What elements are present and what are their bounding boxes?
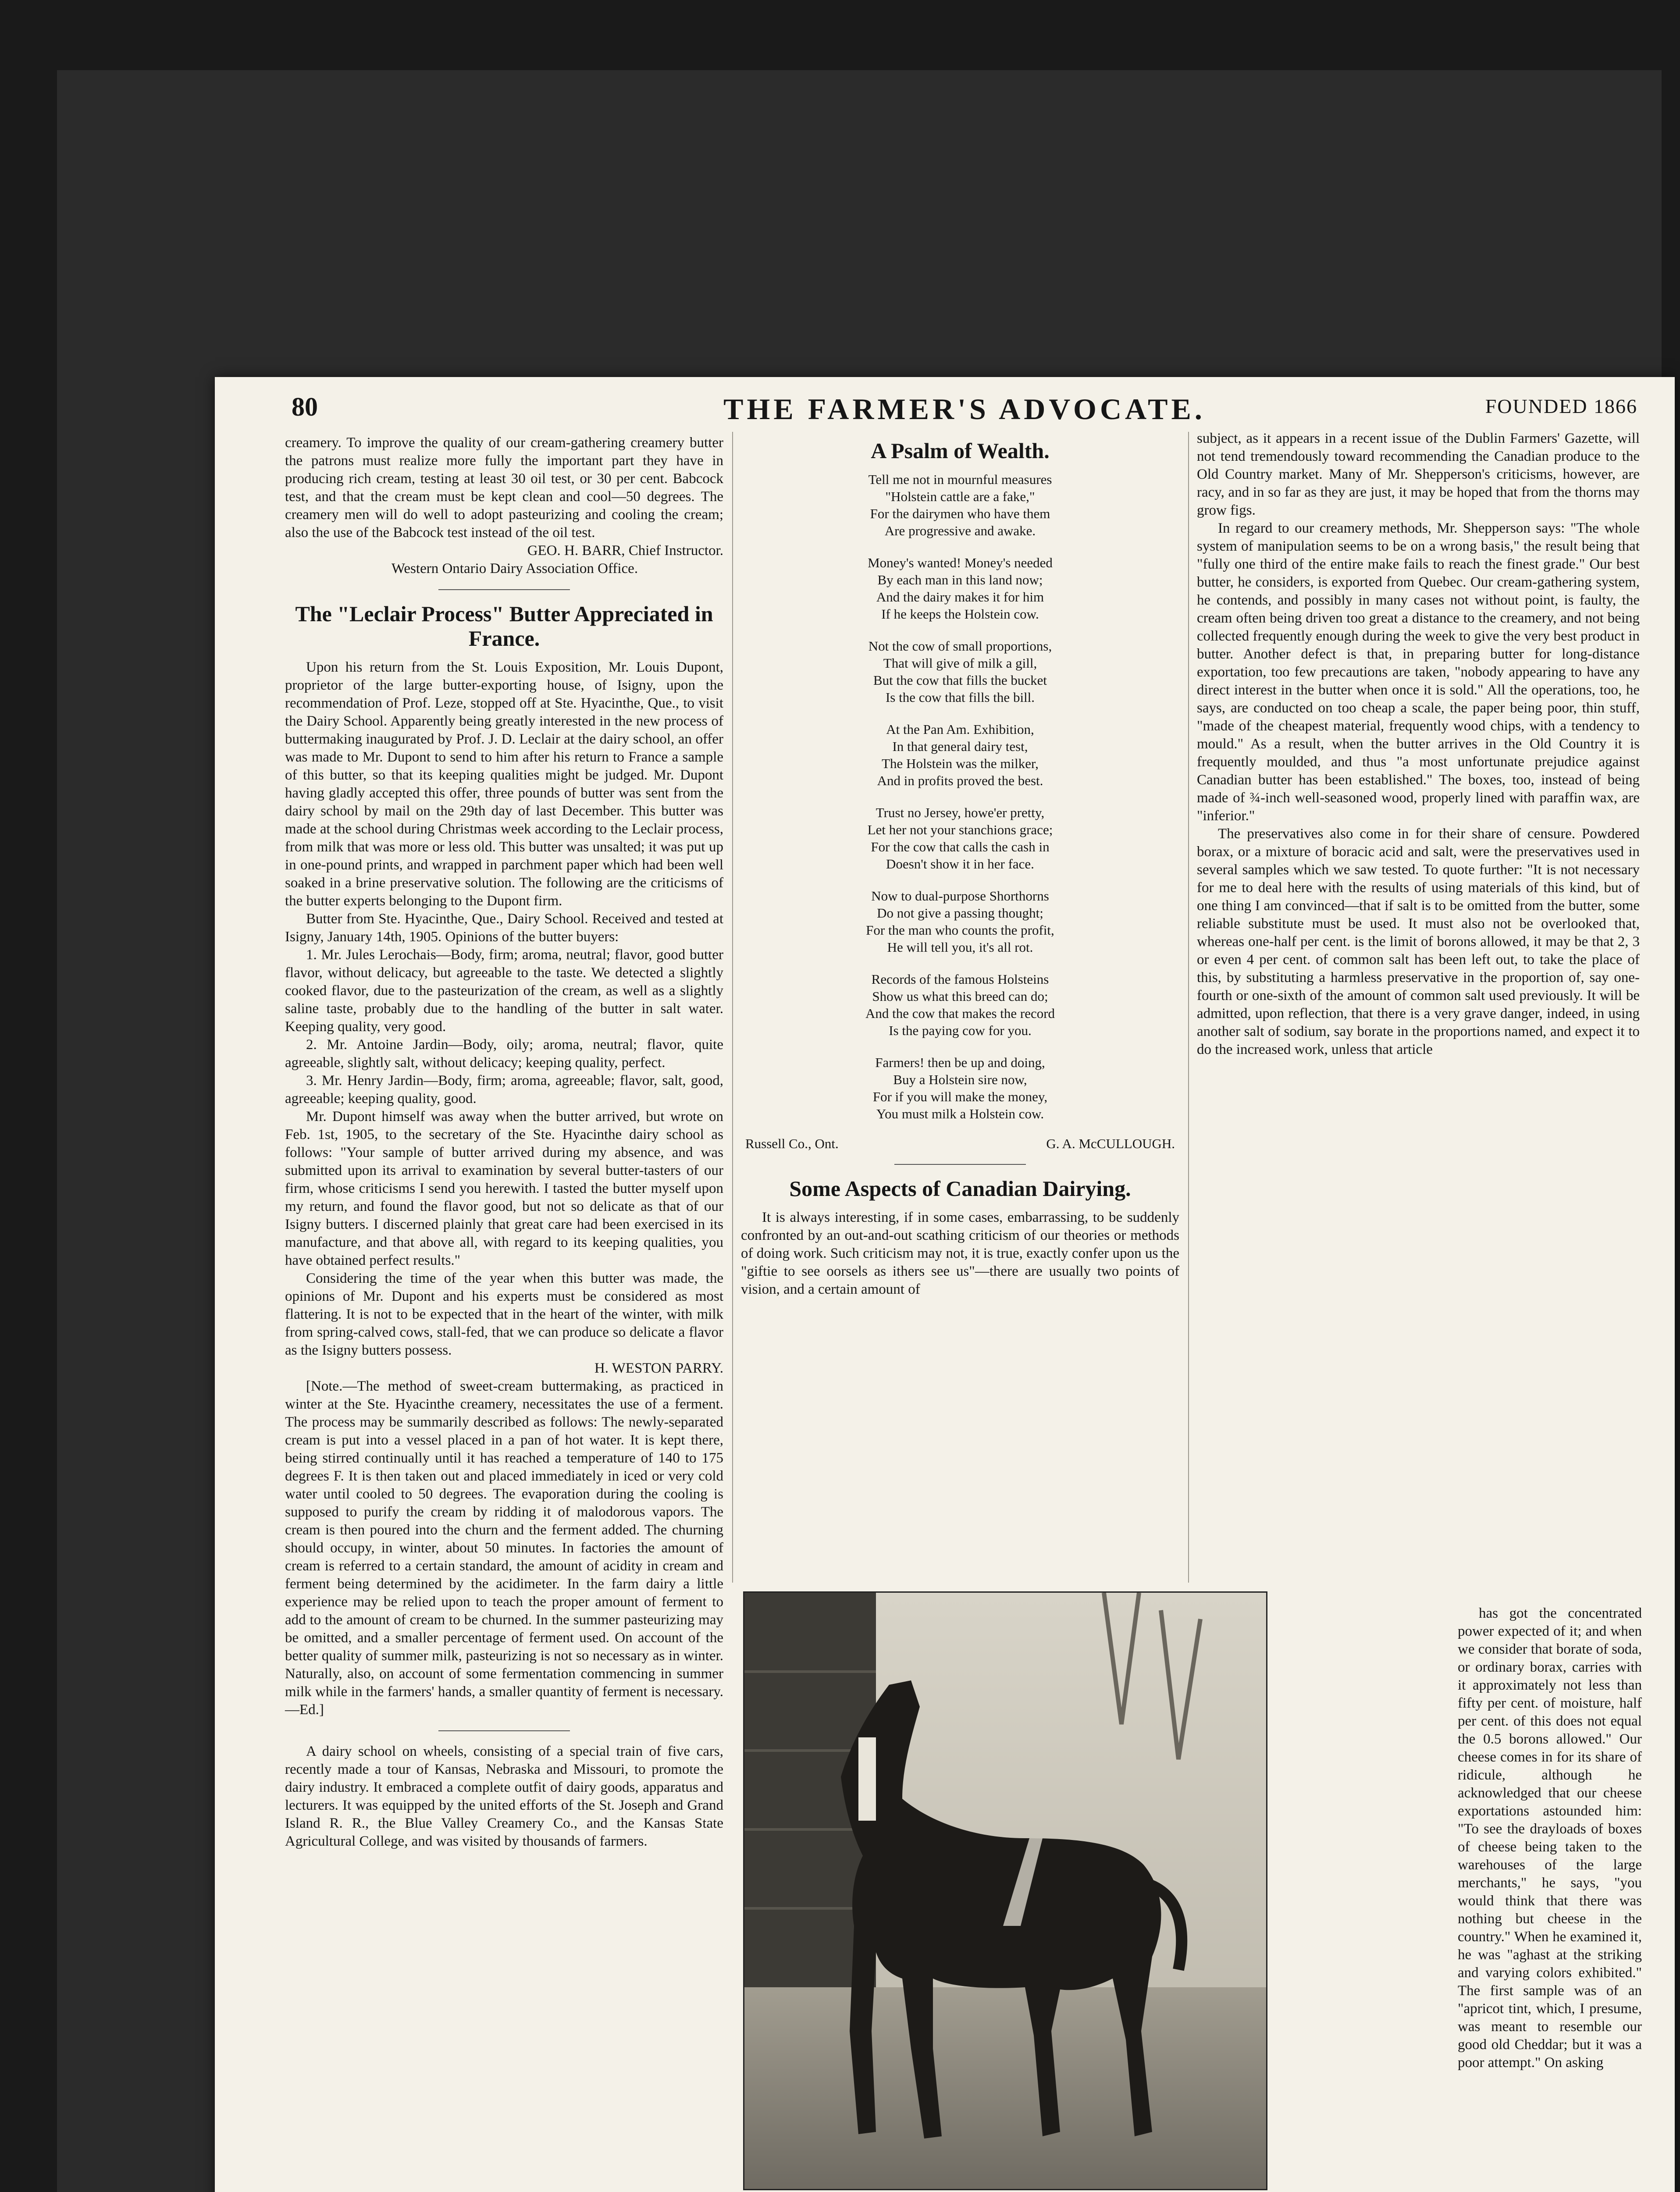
paragraph: The preservatives also come in for their share of censure. Powdered borax, or a mixture of boracic acid and salt, were the preservatives used in several samples which we saw tested. To quote further: "It is not necessary for me to deal here with the results of using materials of this kind, but of one thing I am convinced—that if salt is to be omitted from the butter, some reliable substitute must be used. It must also not be overlooked that, whereas one-half per cent. is the limit of borons allowed, it may be that 2, 3 or even 4 per cent. of common salt has been left out, to take the place of this, by substituting a harmless preservative in the proportion of, say one-fourth or one-sixth of the amount of common salt used previously. It will be admitted, upon reflection, that there is a very grave danger, indeed, in using another salt of sodium, say borate in the proportions named, and expect it to do the increased work, unless that article bbox=[1197, 826, 1640, 1057]
paragraph: Butter from Ste. Hyacinthe, Que., Dairy School. Received and tested at Isigny, January 14th, 1905. Opinions of the butter buyers: bbox=[285, 911, 723, 945]
column-1 bbox=[285, 434, 723, 1850]
poem-line: If he keeps the Holstein cow. bbox=[881, 606, 1039, 622]
poem-line: Doesn't show it in her face. bbox=[886, 856, 1034, 872]
page-header bbox=[292, 392, 1637, 427]
byline-place: Russell Co., Ont. bbox=[745, 1136, 839, 1151]
byline-author: G. A. McCULLOUGH. bbox=[1046, 1136, 1175, 1151]
signature: Western Ontario Dairy Association Office. bbox=[391, 561, 638, 576]
poem-stanza bbox=[741, 721, 1179, 789]
paragraph: In regard to our creamery methods, Mr. Shepperson says: "The whole system of manipulation seems to be on a wrong basis," the result being that "fully one third of the entire make fails to reach the finest grade." Our best butter, he considers, is exported from Quebec. Our cream-gathering system, he contends, and possibly in many cases not without point, is faulty, the cream often being driven too great a distance to the creamery, and not being collected frequently enough during the week to give the very best product in butter. Another defect is that, in preparing butter for long-distance exportation, too few precautions are taken, "nobody appearing to have any direct interest in the butter when once it is sold." All the operations, too, he says, are conducted on too cheap a scale, the paper being poor, thin stuff, "made of the cheapest material, frequently wood chips, with a tendency to mould." As a result, when the butter arrives in the Old Country it is frequently moulded, and thus "a most unfortunate prejudice against Canadian butter has been established." The boxes, too, instead of being made of ¾-inch well-seasoned wood, properly lined with paraffin wax, are "inferior." bbox=[1197, 520, 1640, 824]
poem bbox=[741, 471, 1179, 1122]
paragraph: creamery. To improve the quality of our cream-gathering creamery butter the patrons must realize more fully the important part they have in producing rich cream, testing at least 30 oil test, or 30 per cent. Babcock test, and that the cream must be kept clean and cool—50 degrees. The creamery men will do well to adopt pasteurizing and cooling the cream; also the use of the Babcock test instead of the oil test. bbox=[285, 435, 723, 541]
paragraph: subject, as it appears in a recent issue of the Dublin Farmers' Gazette, will not tend tremendously toward recommending the Canadian produce to the Old Country market. Many of Mr. Shepperson's criticisms, however, are racy, and in so far as they are just, it may be hoped that from the thorns may grow figs. bbox=[1197, 431, 1640, 518]
poem-line: Trust no Jersey, howe'er pretty, bbox=[876, 805, 1045, 820]
paragraph: 2. Mr. Antoine Jardin—Body, oily; aroma, neutral; flavor, quite agreeable, slightly salt, without delicacy; keeping quality, perfect. bbox=[285, 1037, 723, 1071]
paragraph: has got the concentrated power expected of it; and when we consider that borate of soda, or ordinary borax, carries with it approximately not less than fifty per cent. of moisture, half per cent. of this does not equal the 0.5 borons allowed." Our cheese comes in for its share of ridicule, although he acknowledged that our cheese exportations astounded him: "To see the drayloads of boxes of cheese being taken to the warehouses of the large merchants," he says, "you would think that there was nothing but cheese in the country." When he examined it, he was "aghast at the striking and varying colors exhibited." The first sample was of an "apricot tint, which, I presume, was meant to resemble our good old Cheddar; but it was a poor attempt." On asking bbox=[1458, 1605, 1642, 2071]
poem-stanza bbox=[741, 637, 1179, 706]
article-headline: Some Aspects of Canadian Dairying. bbox=[789, 1176, 1131, 1201]
paragraph: Considering the time of the year when this butter was made, the opinions of Mr. Dupont and his experts must be considered as most flattering. It is not to be expected that in the heart of the winter, with milk from spring-calved cows, stall-fed, that we can produce so delicate a flavor as the Isigny butters possess. bbox=[285, 1270, 723, 1358]
poem-line: Records of the famous Holsteins bbox=[871, 971, 1049, 987]
poem-stanza bbox=[741, 804, 1179, 872]
poem-line: You must milk a Holstein cow. bbox=[876, 1106, 1044, 1121]
masthead: THE FARMER'S ADVOCATE. bbox=[723, 392, 1206, 426]
paragraph: A dairy school on wheels, consisting of a special train of five cars, recently made a tour of Kansas, Nebraska and Missouri, to promote the dairy industry. It embraced a complete outfit of dairy goods, apparatus and lecturers. It was equipped by the united efforts of the St. Joseph and Grand Island R. R., the Blue Valley Creamery Co., and the Kansas State Agricultural College, and was visited by thousands of farmers. bbox=[285, 1744, 723, 1849]
poem-line: In that general dairy test, bbox=[892, 739, 1028, 754]
poem-line: Farmers! then be up and doing, bbox=[875, 1055, 1045, 1070]
paragraph: Upon his return from the St. Louis Exposition, Mr. Louis Dupont, proprietor of the large butter-exporting house, of Isigny, upon the recommendation of Prof. Leze, stopped off at Ste. Hyacinthe, Que., to visit the Dairy School. Apparently being greatly interested in the new process of buttermaking inaugurated by Prof. J. D. Leclair at the dairy school, an offer was made to Mr. Dupont to send to him after his return to France a sample of this butter, so that its keeping qualities might be judged. Mr. Dupont having gladly accepted this offer, three pounds of butter was sent from the dairy school by mail on the 29th day of last December. This butter was made at the school during Christmas week according to the Leclair process, from milk that was more or less old. This butter was unsalted; it was put up in one-pound prints, and wrapped in parchment paper which had been well soaked in a brine preservative solution. The following are the criticisms of the butter experts belonging to the Dupont firm. bbox=[285, 659, 723, 909]
signature: GEO. H. BARR, Chief Instructor. bbox=[527, 543, 723, 559]
poem-stanza bbox=[741, 554, 1179, 623]
poem-stanza bbox=[741, 887, 1179, 956]
column-3-wrap-text bbox=[1458, 1605, 1642, 2072]
poem-line: Money's wanted! Money's needed bbox=[868, 555, 1053, 570]
paragraph: Mr. Dupont himself was away when the butter arrived, but wrote on Feb. 1st, 1905, to the secretary of the Ste. Hyacinthe dairy school as follows: "Your sample of butter arrived during my absence, and was submitted upon its arrival to examination by several butter-tasters of our firm, whose criticisms I send you herewith. I tasted the butter myself upon my return, and found the flavor good, but not so delicate as that of our Isigny butters. I discerned plainly that great care had been exercised in its manufacture, and that above all, with regard to its keeping qualities, you have obtained perfect results." bbox=[285, 1109, 723, 1268]
poem-stanza bbox=[741, 971, 1179, 1039]
poem-line: For the man who counts the profit, bbox=[866, 922, 1054, 938]
poem-line: By each man in this land now; bbox=[877, 572, 1043, 587]
poem-line: Is the paying cow for you. bbox=[889, 1023, 1032, 1038]
editor-note: [Note.—The method of sweet-cream buttermaking, as practiced in winter at the Ste. Hyacinthe creamery, necessitates the use of a ferment. The process may be summarily described as follows: The newly-separated cream is put into a vessel placed in a pan of hot water. It is kept there, being stirred continually until it has reached a temperature of 140 to 175 degrees F. It is then taken out and placed immediately in iced or very cold water until cooled to 50 degrees. The evaporation during the cooling is supposed to purify the cream by ridding it of malodorous vapors. The cream is then poured into the churn and the ferment added. The churning should occupy, in winter, about 50 minutes. In factories the amount of cream is referred to a certain standard, the amount of acidity in cream and ferment being determined by the acidimeter. In the farm dairy a little experience may be relied upon to teach the proper amount of ferment to add to the amount of cream to be churned. In the summer pasteurizing may be omitted, and a smaller percentage of ferment used. On account of the better quality of summer milk, pasteurizing is not so necessary as in winter. Naturally, also, on account of some fermentation commencing in summer milk while in the farmers' hands, a smaller quantity of ferment is necessary.—Ed.] bbox=[285, 1378, 723, 1718]
photo-block bbox=[728, 1583, 1280, 2192]
poem-stanza bbox=[741, 471, 1179, 539]
poem-line: That will give of milk a gill, bbox=[883, 655, 1037, 671]
poem-line: Buy a Holstein sire now, bbox=[893, 1072, 1027, 1087]
column-2 bbox=[741, 434, 1179, 1299]
poem-line: Let her not your stanchions grace; bbox=[867, 822, 1053, 837]
paragraph: 1. Mr. Jules Lerochais—Body, firm; aroma, neutral; flavor, good butter flavor, without delicacy, but agreeable to the taste. We detected a slightly cooked flavor, due to the pasteurization of the cream, as well as a slightly saline taste, probably due to the handling of the butter in salt water. Keeping quality, very good. bbox=[285, 947, 723, 1035]
poem-line: Do not give a passing thought; bbox=[877, 905, 1043, 921]
poem-line: Is the cow that fills the bill. bbox=[885, 690, 1035, 705]
poem-line: And the dairy makes it for him bbox=[876, 589, 1044, 605]
poem-line: And the cow that makes the record bbox=[865, 1006, 1055, 1021]
poem-line: For the dairymen who have them bbox=[870, 506, 1050, 521]
poem-line: The Holstein was the milker, bbox=[882, 756, 1039, 771]
paragraph: It is always interesting, if in some cases, embarrassing, to be suddenly confronted by an out-and-out scathing criticism of our theories or methods of doing work. Such criticism may not, it is true, exactly confer upon us the "giftie to see oorsels as ithers see us"—there are usually two points of vision, and a certain amount of bbox=[741, 1210, 1179, 1297]
article-headline: The "Leclair Process" Butter Appreciated in France. bbox=[295, 601, 713, 651]
divider bbox=[438, 589, 570, 590]
horse-photo bbox=[743, 1591, 1267, 2190]
poem-line: But the cow that fills the bucket bbox=[873, 673, 1047, 688]
founded-label: FOUNDED 1866 bbox=[1485, 395, 1637, 417]
poem-line: Tell me not in mournful measures bbox=[868, 472, 1052, 487]
paragraph: 3. Mr. Henry Jardin—Body, firm; aroma, agreeable; flavor, salt, good, agreeable; keeping quality, good. bbox=[285, 1073, 723, 1107]
poem-line: At the Pan Am. Exhibition, bbox=[886, 722, 1034, 737]
page-number: 80 bbox=[292, 392, 318, 421]
poem-line: Now to dual-purpose Shorthorns bbox=[871, 888, 1049, 904]
poem-line: Not the cow of small proportions, bbox=[868, 638, 1052, 654]
divider bbox=[438, 1730, 570, 1731]
signature: H. WESTON PARRY. bbox=[594, 1360, 723, 1376]
column-3 bbox=[1197, 430, 1640, 1059]
poem-stanza bbox=[741, 1054, 1179, 1122]
divider bbox=[894, 1164, 1026, 1165]
poem-title: A Psalm of Wealth. bbox=[871, 438, 1050, 463]
poem-line: For the cow that calls the cash in bbox=[871, 839, 1050, 854]
poem-line: "Holstein cattle are a fake," bbox=[885, 489, 1035, 504]
poem-line: For if you will make the money, bbox=[872, 1089, 1048, 1104]
poem-line: Show us what this breed can do; bbox=[872, 989, 1048, 1004]
poem-line: He will tell you, it's all rot. bbox=[887, 939, 1033, 955]
poem-line: And in profits proved the best. bbox=[877, 773, 1043, 788]
poem-byline bbox=[745, 1135, 1175, 1153]
newspaper-page bbox=[215, 377, 1675, 2192]
poem-line: Are progressive and awake. bbox=[884, 523, 1036, 538]
